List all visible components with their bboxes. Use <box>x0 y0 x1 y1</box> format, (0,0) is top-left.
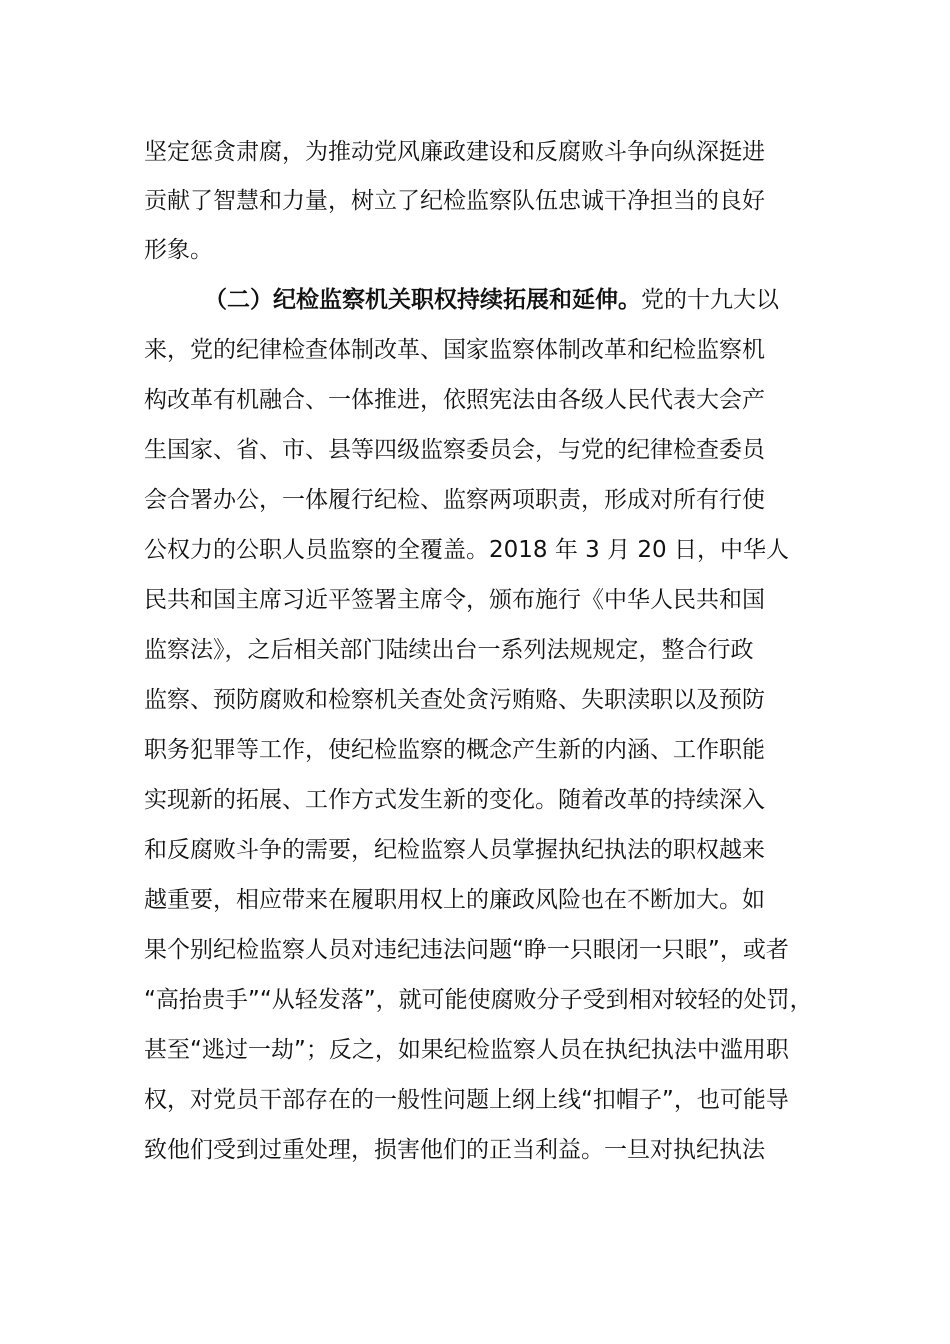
paragraph-line-15: 和反腐败斗争的需要，纪检监察人员掌握执纪执法的职权越来 <box>144 837 765 863</box>
section-heading: （二）纪检监察机关职权持续拓展和延伸。 <box>204 287 641 313</box>
section-heading-tail: 党的十九大以 <box>641 287 779 313</box>
paragraph-line-20: 权，对党员干部存在的一般性问题上纲上线“扣帽子”，也可能导 <box>144 1087 789 1113</box>
paragraph-line-13: 职务犯罪等工作，使纪检监察的概念产生新的内涵、工作职能 <box>144 737 765 763</box>
paragraph-line-6: 构改革有机融合、一体推进，依照宪法由各级人民代表大会产 <box>144 387 765 413</box>
paragraph-line-19: 甚至“逃过一劫”；反之，如果纪检监察人员在执纪执法中滥用职 <box>144 1037 789 1063</box>
paragraph-line-12: 监察、预防腐败和检察机关查处贪污贿赂、失职渎职以及预防 <box>144 687 765 713</box>
paragraph-line-9: 公权力的公职人员监察的全覆盖。2018 年 3 月 20 日，中华人 <box>144 537 789 563</box>
paragraph-line-10: 民共和国主席习近平签署主席令，颁布施行《中华人民共和国 <box>144 587 765 613</box>
paragraph-line-1: 坚定惩贪肃腐，为推动党风廉政建设和反腐败斗争向纵深挺进 <box>144 139 765 165</box>
paragraph-line-17: 果个别纪检监察人员对违纪违法问题“睁一只眼闭一只眼”，或者 <box>144 937 789 963</box>
paragraph-line-7: 生国家、省、市、县等四级监察委员会，与党的纪律检查委员 <box>144 437 765 463</box>
paragraph-line-14: 实现新的拓展、工作方式发生新的变化。随着改革的持续深入 <box>144 787 765 813</box>
paragraph-line-18: “高抬贵手”“从轻发落”，就可能使腐败分子受到相对较轻的处罚， <box>144 987 813 1013</box>
paragraph-line-16: 越重要，相应带来在履职用权上的廉政风险也在不断加大。如 <box>144 887 765 913</box>
paragraph-line-11: 监察法》，之后相关部门陆续出台一系列法规规定，整合行政 <box>144 637 754 663</box>
paragraph-line-3: 形象。 <box>144 237 213 263</box>
paragraph-line-21: 致他们受到过重处理，损害他们的正当利益。一旦对执纪执法 <box>144 1137 765 1163</box>
paragraph-line-8: 会合署办公，一体履行纪检、监察两项职责，形成对所有行使 <box>144 487 765 513</box>
section-heading-line <box>204 284 779 316</box>
paragraph-line-2: 贡献了智慧和力量，树立了纪检监察队伍忠诚干净担当的良好 <box>144 188 765 214</box>
paragraph-line-5: 来，党的纪律检查体制改革、国家监察体制改革和纪检监察机 <box>144 337 765 363</box>
